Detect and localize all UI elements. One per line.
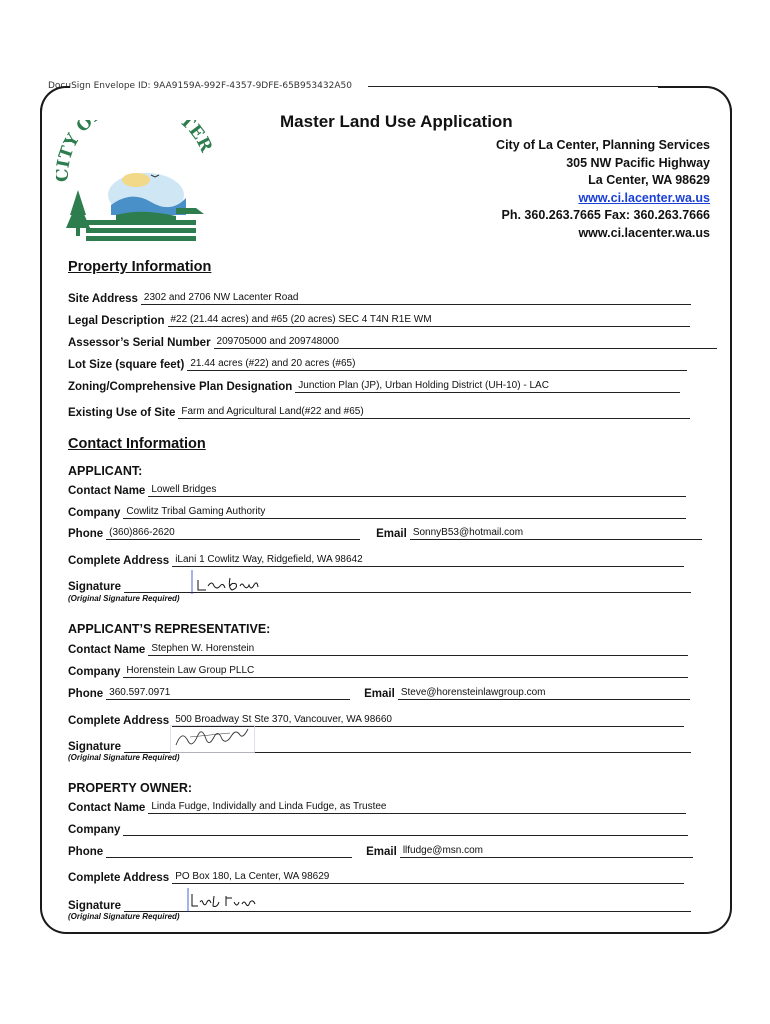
existing-use-label: Existing Use of Site — [68, 407, 176, 419]
representative-name-field[interactable]: Stephen W. Horenstein — [148, 643, 688, 656]
owner-company-label: Company — [68, 824, 121, 836]
site-address-row — [68, 289, 691, 305]
owner-name-row — [68, 798, 686, 814]
existing-use-field[interactable]: Farm and Agricultural Land(#22 and #65) — [178, 406, 690, 419]
office-address — [496, 137, 710, 242]
applicant-email-label: Email — [376, 528, 407, 540]
office-website-link[interactable]: www.ci.lacenter.wa.us — [578, 190, 710, 205]
representative-name-row — [68, 640, 688, 656]
site-address-field[interactable]: 2302 and 2706 NW Lacenter Road — [141, 292, 691, 305]
contact-heading: Contact Information — [68, 436, 206, 452]
form-border-corner-right — [658, 86, 732, 116]
owner-company-field[interactable] — [123, 823, 688, 836]
docusign-envelope-id: DocuSign Envelope ID: 9AA9159A-992F-4357-9DFE-65B953432A50 — [48, 81, 352, 91]
existing-use-row — [68, 403, 690, 419]
applicant-heading: APPLICANT: — [68, 464, 143, 478]
zoning-field[interactable]: Junction Plan (JP), Urban Holding District (UH-10) - LAC — [295, 380, 680, 393]
zoning-row — [68, 377, 680, 393]
legal-description-field[interactable]: #22 (21.44 acres) and #65 (20 acres) SEC 4 T4N R1E WM — [168, 314, 690, 327]
owner-address-label: Complete Address — [68, 872, 170, 884]
representative-company-label: Company — [68, 666, 121, 678]
applicant-address-field[interactable]: iLani 1 Cowlitz Way, Ridgefield, WA 98642 — [172, 554, 684, 567]
owner-name-field[interactable]: Linda Fudge, Individally and Linda Fudge, as Trustee — [148, 801, 686, 814]
page-title: Master Land Use Application — [280, 112, 513, 131]
applicant-email-field[interactable]: SonnyB53@hotmail.com — [410, 527, 702, 540]
representative-email-label: Email — [364, 688, 395, 700]
owner-name-label: Contact Name — [68, 802, 146, 814]
applicant-signature-image — [190, 568, 280, 594]
owner-signature-image — [186, 886, 266, 912]
office-street: 305 NW Pacific Highway — [566, 155, 710, 170]
owner-signature-row — [68, 896, 691, 912]
lot-size-field[interactable]: 21.44 acres (#22) and 20 acres (#65) — [187, 358, 687, 371]
owner-company-row — [68, 820, 688, 836]
applicant-signature-row — [68, 577, 691, 593]
owner-phone-label: Phone — [68, 846, 104, 858]
representative-email-field[interactable]: Steve@horensteinlawgroup.com — [398, 687, 690, 700]
applicant-phone-label: Phone — [68, 528, 104, 540]
serial-number-label: Assessor’s Serial Number — [68, 337, 211, 349]
applicant-company-row — [68, 503, 686, 519]
zoning-label: Zoning/Comprehensive Plan Designation — [68, 381, 293, 393]
applicant-signature-label: Signature — [68, 581, 122, 593]
office-phone-fax: Ph. 360.263.7665 Fax: 360.263.7666 — [501, 208, 710, 222]
owner-phone-row — [68, 842, 693, 858]
office-city: La Center, WA 98629 — [588, 173, 710, 187]
serial-number-row — [68, 333, 717, 349]
applicant-name-field[interactable]: Lowell Bridges — [148, 484, 686, 497]
owner-address-field[interactable]: PO Box 180, La Center, WA 98629 — [172, 871, 684, 884]
applicant-company-field[interactable]: Cowlitz Tribal Gaming Authority — [123, 506, 686, 519]
legal-description-row — [68, 311, 690, 327]
owner-signature-note: (Original Signature Required) — [68, 912, 180, 921]
city-logo — [56, 120, 226, 245]
serial-number-field[interactable]: 209705000 and 209748000 — [214, 336, 717, 349]
representative-company-row — [68, 662, 688, 678]
applicant-name-label: Contact Name — [68, 485, 146, 497]
representative-signature-row — [68, 737, 691, 753]
form-border-corner-left — [40, 86, 70, 116]
site-address-label: Site Address — [68, 293, 138, 305]
office-website: www.ci.lacenter.wa.us — [578, 225, 710, 240]
svg-text:CITY OF LA CENTER — [56, 120, 216, 182]
legal-description-label: Legal Description — [68, 315, 165, 327]
owner-email-label: Email — [366, 846, 397, 858]
applicant-address-row — [68, 551, 684, 567]
representative-address-label: Complete Address — [68, 715, 170, 727]
representative-company-field[interactable]: Horenstein Law Group PLLC — [123, 665, 688, 678]
owner-address-row — [68, 868, 684, 884]
owner-phone-field[interactable] — [106, 845, 352, 858]
representative-signature-image — [170, 725, 255, 751]
applicant-company-label: Company — [68, 507, 121, 519]
owner-heading: PROPERTY OWNER: — [68, 781, 193, 795]
lot-size-label: Lot Size (square feet) — [68, 359, 185, 371]
logo-text: TY O TER — [56, 120, 216, 163]
applicant-phone-row — [68, 524, 702, 540]
applicant-signature-note: (Original Signature Required) — [68, 594, 180, 603]
representative-address-field[interactable]: 500 Broadway St Ste 370, Vancouver, WA 98660 — [172, 714, 684, 727]
office-name: City of La Center, Planning Services — [496, 138, 710, 152]
lot-size-row — [68, 355, 687, 371]
applicant-name-row — [68, 481, 686, 497]
representative-heading: APPLICANT’S REPRESENTATIVE: — [68, 622, 271, 636]
representative-address-row — [68, 711, 684, 727]
representative-signature-note: (Original Signature Required) — [68, 753, 180, 762]
owner-email-field[interactable]: llfudge@msn.com — [400, 845, 693, 858]
property-heading: Property Information — [68, 259, 212, 275]
representative-phone-row — [68, 684, 690, 700]
applicant-address-label: Complete Address — [68, 555, 170, 567]
representative-phone-field[interactable]: 360.597.0971 — [106, 687, 350, 700]
representative-name-label: Contact Name — [68, 644, 146, 656]
applicant-phone-field[interactable]: (360)866-2620 — [106, 527, 360, 540]
representative-signature-label: Signature — [68, 741, 122, 753]
representative-phone-label: Phone — [68, 688, 104, 700]
owner-signature-label: Signature — [68, 900, 122, 912]
